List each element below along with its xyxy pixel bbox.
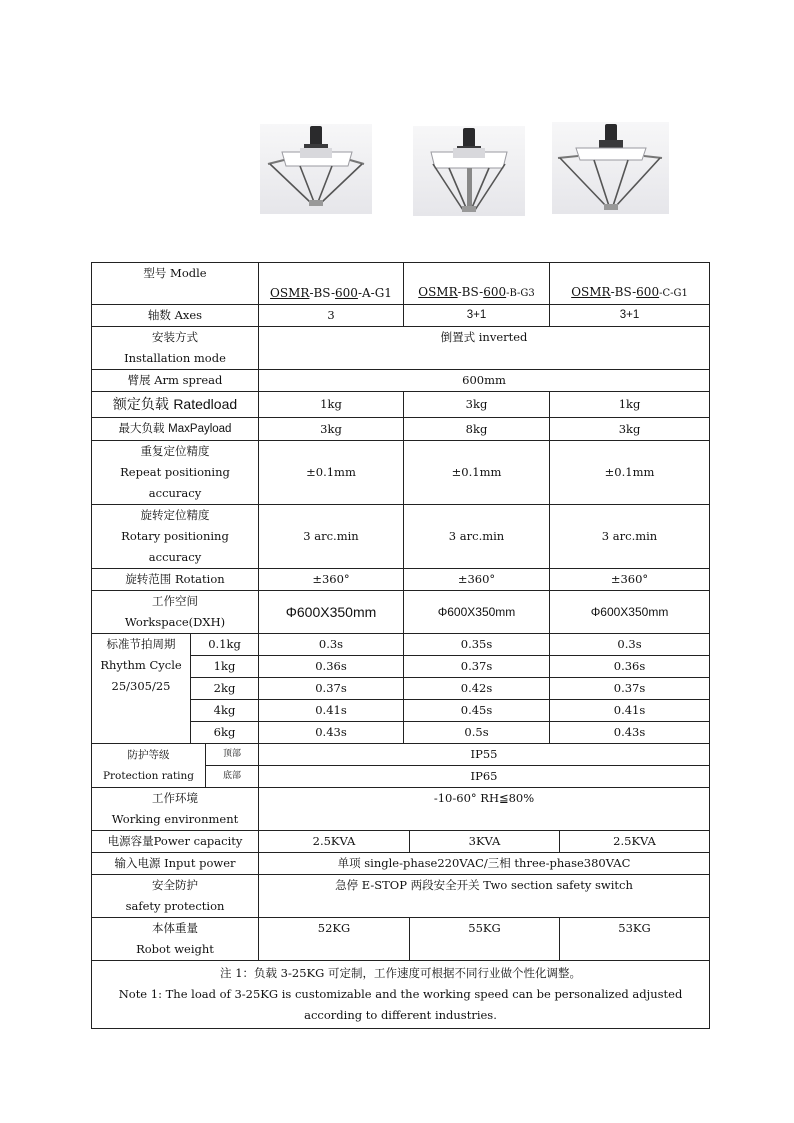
safety-value: 急停 E-STOP 两段安全开关 Two section safety switch (259, 875, 710, 918)
rhythm-l3: 25/305/25 (111, 679, 171, 693)
safety-label (92, 875, 259, 918)
model-b-p3: 600 (483, 285, 507, 299)
rotary-positioning-b: 3 arc.min (404, 505, 550, 569)
max-payload-b: 8kg (404, 418, 550, 441)
row-model (92, 263, 710, 305)
workspace-label-en: Workspace(DXH) (124, 615, 226, 629)
delta-robot-c-icon (552, 122, 669, 214)
spec-table (91, 262, 710, 1029)
repeat-positioning-l3: accuracy (148, 486, 202, 500)
model-c-p4: -C-G1 (659, 288, 688, 299)
rated-load-c: 1kg (550, 392, 710, 418)
rated-load-b: 3kg (404, 392, 550, 418)
rhythm-3-c: 0.41s (550, 700, 710, 722)
rhythm-2-b: 0.42s (404, 678, 550, 700)
row-protection-top (92, 744, 710, 766)
axes-b: 3+1 (404, 305, 550, 327)
delta-robot-b-icon (413, 126, 525, 216)
row-installation (92, 327, 710, 370)
installation-label-en: Installation mode (124, 351, 226, 365)
max-payload-label (92, 418, 259, 441)
model-b-p4: -B-G3 (506, 288, 535, 299)
model-a-p2: -BS- (309, 286, 336, 300)
row-max-payload (92, 418, 710, 441)
arm-spread-value: 600mm (259, 370, 710, 392)
row-power-capacity (92, 831, 710, 853)
weight-c: 53KG (560, 918, 710, 961)
safety-label-cn: 安全防护 (152, 878, 198, 892)
rhythm-0-b: 0.35s (404, 634, 550, 656)
model-c-p1: OSMR (571, 285, 611, 299)
model-b (404, 263, 550, 305)
rhythm-label (92, 634, 191, 744)
repeat-positioning-c: ±0.1mm (550, 441, 710, 505)
model-c-p3: 600 (636, 285, 660, 299)
protection-bottom-value: IP65 (259, 766, 710, 788)
workspace-label-cn: 工作空间 (152, 594, 198, 608)
rhythm-0-a: 0.3s (259, 634, 404, 656)
note-en: Note 1: The load of 3-25KG is customizable and the working speed can be personalized adjusted according to different industries. (118, 987, 683, 1022)
model-label: 型号 Modle (92, 263, 259, 305)
rotation-label: 旋转范围 Rotation (92, 569, 259, 591)
max-payload-label-en: MaxPayload (168, 423, 232, 435)
workspace-c: Φ600X350mm (550, 591, 710, 634)
model-b-p2: -BS- (457, 285, 484, 299)
repeat-positioning-l2: Repeat positioning (120, 465, 230, 479)
rhythm-4-b: 0.5s (404, 722, 550, 744)
row-workspace (92, 591, 710, 634)
workspace-label (92, 591, 259, 634)
rated-load-label (92, 392, 259, 418)
rhythm-load-1: 1kg (191, 656, 259, 678)
power-capacity-label: 电源容量Power capacity (92, 831, 259, 853)
rhythm-1-a: 0.36s (259, 656, 404, 678)
rhythm-load-3: 4kg (191, 700, 259, 722)
rhythm-4-a: 0.43s (259, 722, 404, 744)
rotary-positioning-c: 3 arc.min (550, 505, 710, 569)
row-arm-spread (92, 370, 710, 392)
rhythm-load-2: 2kg (191, 678, 259, 700)
workspace-b: Φ600X350mm (404, 591, 550, 634)
axes-a: 3 (259, 305, 404, 327)
rhythm-1-c: 0.36s (550, 656, 710, 678)
model-b-p1: OSMR (418, 285, 458, 299)
rotation-a: ±360° (259, 569, 404, 591)
rhythm-4-c: 0.43s (550, 722, 710, 744)
installation-label-cn: 安装方式 (152, 330, 198, 344)
model-c-p2: -BS- (610, 285, 637, 299)
repeat-positioning-l1: 重复定位精度 (140, 444, 210, 458)
row-axes (92, 305, 710, 327)
power-capacity-a: 2.5KVA (259, 831, 410, 853)
environment-value: -10-60° RH≦80% (259, 788, 710, 831)
rhythm-l2: Rhythm Cycle (100, 658, 182, 672)
max-payload-c: 3kg (550, 418, 710, 441)
delta-robot-a-image (260, 124, 372, 214)
repeat-positioning-a: ±0.1mm (259, 441, 404, 505)
row-rhythm-0 (92, 634, 710, 656)
axes-label: 轴数 Axes (92, 305, 259, 327)
row-safety (92, 875, 710, 918)
model-a (259, 263, 404, 305)
rhythm-3-a: 0.41s (259, 700, 404, 722)
delta-robot-c-image (552, 122, 669, 214)
input-power-value: 单项 single-phase220VAC/三相 three-phase380VAC (259, 853, 710, 875)
rotary-positioning-l2: Rotary positioning (121, 529, 229, 543)
row-rotary-positioning (92, 505, 710, 569)
row-note (92, 961, 710, 1029)
environment-label-cn: 工作环境 (152, 791, 198, 805)
rotary-positioning-a: 3 arc.min (259, 505, 404, 569)
environment-label (92, 788, 259, 831)
row-rated-load (92, 392, 710, 418)
rated-load-label-en: Ratedload (173, 395, 238, 412)
model-a-p4: -A-G1 (357, 286, 392, 300)
installation-label (92, 327, 259, 370)
rotary-positioning-l1: 旋转定位精度 (140, 508, 210, 522)
power-capacity-b: 3KVA (410, 831, 560, 853)
safety-label-en: safety protection (125, 899, 225, 913)
rhythm-load-4: 6kg (191, 722, 259, 744)
protection-label-cn: 防护等级 (127, 748, 170, 761)
rated-load-a: 1kg (259, 392, 404, 418)
model-c (550, 263, 710, 305)
note-cn: 注 1：负载 3-25KG 可定制，工作速度可根据不同行业做个性化调整。 (220, 966, 581, 980)
rotation-b: ±360° (404, 569, 550, 591)
environment-label-en: Working environment (111, 812, 239, 826)
row-rotation (92, 569, 710, 591)
rated-load-label-cn: 额定负载 (112, 396, 174, 413)
rotary-positioning-label (92, 505, 259, 569)
axes-c: 3+1 (550, 305, 710, 327)
rhythm-2-c: 0.37s (550, 678, 710, 700)
arm-spread-label: 臂展 Arm spread (92, 370, 259, 392)
input-power-label: 输入电源 Input power (92, 853, 259, 875)
row-environment (92, 788, 710, 831)
row-input-power (92, 853, 710, 875)
installation-value: 倒置式 inverted (259, 327, 710, 370)
max-payload-a: 3kg (259, 418, 404, 441)
repeat-positioning-b: ±0.1mm (404, 441, 550, 505)
protection-top-value: IP55 (259, 744, 710, 766)
note-cell (92, 961, 710, 1029)
rhythm-2-a: 0.37s (259, 678, 404, 700)
max-payload-label-cn: 最大负载 (118, 421, 169, 435)
power-capacity-c: 2.5KVA (560, 831, 710, 853)
protection-label (92, 744, 206, 788)
repeat-positioning-label (92, 441, 259, 505)
weight-label-cn: 本体重量 (152, 921, 198, 935)
delta-robot-a-icon (260, 124, 372, 214)
rhythm-1-b: 0.37s (404, 656, 550, 678)
rhythm-0-c: 0.3s (550, 634, 710, 656)
rhythm-l1: 标准节拍周期 (106, 637, 176, 651)
row-weight (92, 918, 710, 961)
weight-b: 55KG (410, 918, 560, 961)
weight-label (92, 918, 259, 961)
rhythm-3-b: 0.45s (404, 700, 550, 722)
workspace-a: Φ600X350mm (259, 591, 404, 634)
protection-top-label: 顶部 (206, 744, 259, 766)
rotary-positioning-l3: accuracy (148, 550, 202, 564)
model-a-p1: OSMR (270, 286, 310, 300)
weight-label-en: Robot weight (136, 942, 214, 956)
delta-robot-b-image (413, 126, 525, 216)
rhythm-load-0: 0.1kg (191, 634, 259, 656)
weight-a: 52KG (259, 918, 410, 961)
protection-bottom-label: 底部 (206, 766, 259, 788)
row-repeat-positioning (92, 441, 710, 505)
protection-label-en: Protection rating (102, 769, 195, 782)
rotation-c: ±360° (550, 569, 710, 591)
model-a-p3: 600 (335, 286, 358, 300)
